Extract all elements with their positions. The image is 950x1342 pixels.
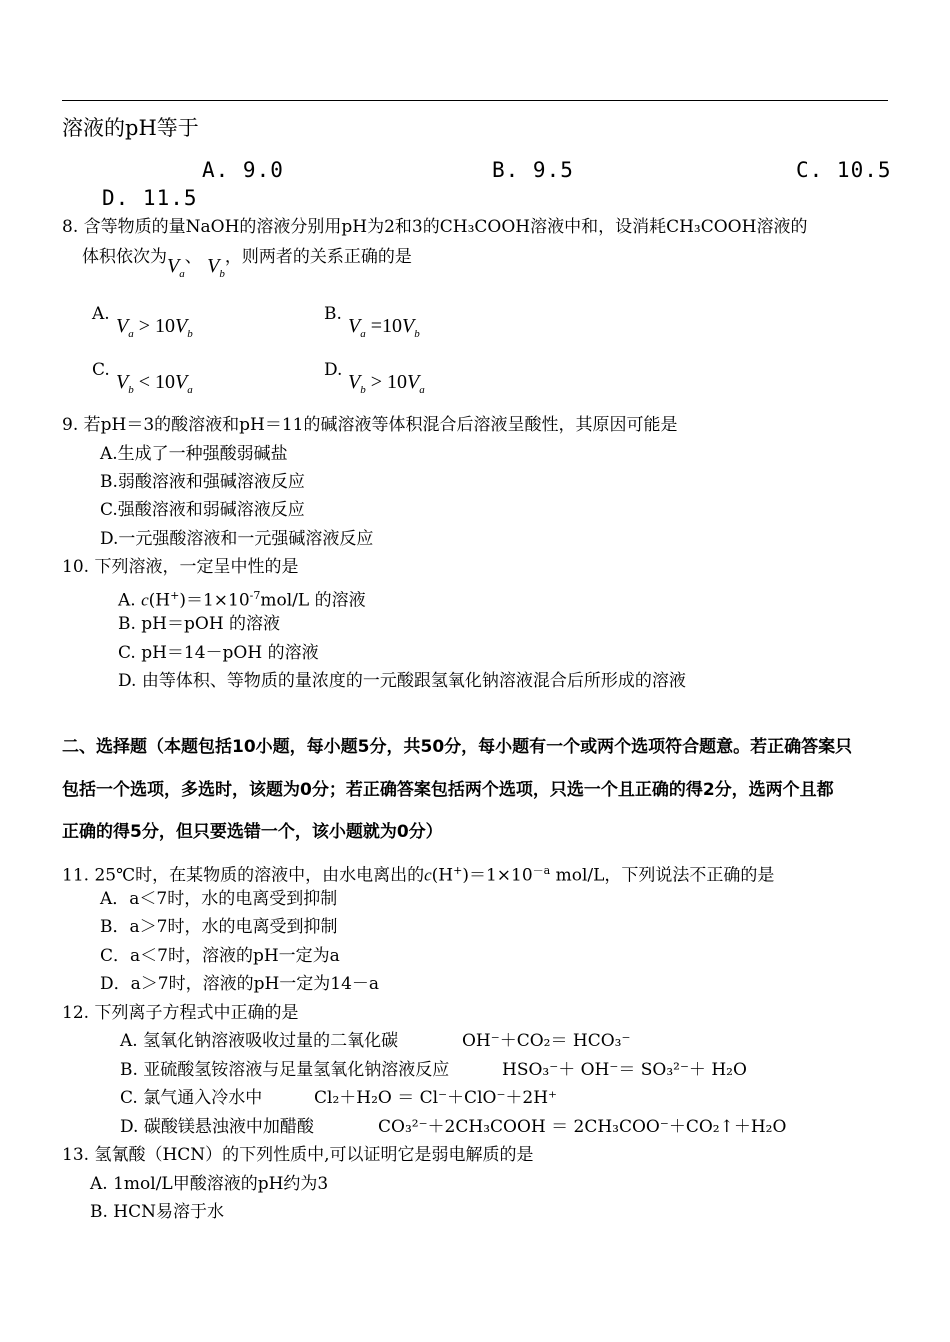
q8-c-op: < 10 bbox=[133, 371, 175, 393]
q10-a-label: A. bbox=[118, 590, 142, 611]
q8-c-rhs-sub: a bbox=[187, 384, 193, 396]
q10-option-d: D. 由等体积、等物质的量浓度的一元酸跟氢氧化钠溶液混合后所形成的溶液 bbox=[118, 671, 686, 691]
q8-c-lhs: V bbox=[116, 371, 129, 393]
q8-a-rhs: V bbox=[175, 315, 188, 337]
q8-separator: 、 bbox=[184, 247, 202, 267]
q13-option-b: B. HCN易溶于水 bbox=[90, 1202, 225, 1222]
q11-stem bbox=[62, 859, 774, 888]
q8-option-a-formula bbox=[116, 314, 193, 346]
q11-option-c: C．a＜7时，溶液的pH一定为a bbox=[100, 946, 340, 966]
q8-a-op: > 10 bbox=[133, 315, 175, 337]
q10-a-tail: mol/L 的溶液 bbox=[260, 590, 366, 611]
q12-option-c-text: C. 氯气通入冷水中 bbox=[120, 1088, 263, 1108]
q8-var-va: V bbox=[167, 255, 180, 277]
q12-option-a-text: A. 氢氧化钠溶液吸收过量的二氧化碳 bbox=[120, 1031, 399, 1051]
q11-h: (H bbox=[431, 865, 454, 886]
q8-b-rhs-sub: b bbox=[414, 328, 420, 340]
q11-mid: )＝1×10 bbox=[462, 865, 533, 886]
q12-option-a-equation: OH⁻＋CO₂＝ HCO₃⁻ bbox=[462, 1031, 631, 1051]
q7-option-c: C. 10.5 bbox=[796, 158, 892, 182]
header-rule bbox=[62, 100, 888, 101]
q10-option-b: B. pH＝pOH 的溶液 bbox=[118, 614, 281, 634]
q8-stem-line1: 8. 含等物质的量NaOH的溶液分别用pH为2和3的CH₃COOH溶液中和，设消耗CH₃COOH溶液的 bbox=[62, 217, 808, 237]
q9-option-d: D.一元强酸溶液和一元强碱溶液反应 bbox=[100, 529, 374, 549]
q7-option-a: A. 9.0 bbox=[202, 158, 284, 182]
q12-option-d-equation: CO₃²⁻＋2CH₃COOH ＝ 2CH₃COO⁻＋CO₂↑＋H₂O bbox=[378, 1117, 787, 1137]
q8-c-rhs: V bbox=[175, 371, 188, 393]
q8-b-rhs: V bbox=[402, 315, 415, 337]
q8-var-vb: V bbox=[207, 255, 220, 277]
q8-var-vb-sub: b bbox=[219, 268, 225, 280]
q11-c: c bbox=[424, 865, 432, 885]
q8-b-lhs: V bbox=[348, 315, 361, 337]
q9-option-c: C.强酸溶液和弱碱溶液反应 bbox=[100, 500, 305, 520]
q10-option-a bbox=[118, 584, 366, 613]
q11-exp: －a bbox=[532, 864, 551, 877]
q8-var-va-sub: a bbox=[179, 268, 185, 280]
q11-h-sup: + bbox=[453, 864, 463, 877]
q9-stem: 9. 若pH＝3的酸溶液和pH＝11的碱溶液等体积混合后溶液呈酸性，其原因可能是 bbox=[62, 415, 678, 435]
q8-a-lhs: V bbox=[116, 315, 129, 337]
section2-instructions-line1: 二、选择题（本题包括10小题，每小题5分，共50分，每小题有一个或两个选项符合题意。若正确答案只 bbox=[62, 737, 853, 757]
q8-d-lhs: V bbox=[348, 371, 361, 393]
q8-option-b-formula bbox=[348, 314, 420, 346]
q13-stem: 13. 氢氰酸（HCN）的下列性质中,可以证明它是弱电解质的是 bbox=[62, 1145, 534, 1165]
q8-c-lhs-sub: b bbox=[128, 384, 134, 396]
q8-option-c-formula bbox=[116, 370, 193, 402]
q8-b-op: =10 bbox=[365, 315, 402, 337]
q8-stem-line2 bbox=[82, 244, 412, 280]
q8-option-c-label: C. bbox=[92, 360, 110, 380]
q8-option-d-label: D. bbox=[324, 360, 343, 380]
q7-option-b: B. 9.5 bbox=[492, 158, 574, 182]
q10-a-exp: -7 bbox=[249, 589, 261, 602]
q8-d-op: > 10 bbox=[365, 371, 407, 393]
q10-a-h: (H bbox=[148, 590, 171, 611]
q7-stem-tail: 溶液的pH等于 bbox=[62, 116, 199, 140]
q8-a-lhs-sub: a bbox=[128, 328, 134, 340]
q9-option-b: B.弱酸溶液和强碱溶液反应 bbox=[100, 472, 305, 492]
q12-option-b-equation: HSO₃⁻＋ OH⁻＝ SO₃²⁻＋ H₂O bbox=[502, 1060, 747, 1080]
q8-d-rhs-sub: a bbox=[419, 384, 425, 396]
q11-option-a: A．a＜7时，水的电离受到抑制 bbox=[100, 889, 338, 909]
q10-option-c: C. pH＝14－pOH 的溶液 bbox=[118, 643, 319, 663]
q11-option-b: B．a＞7时，水的电离受到抑制 bbox=[100, 917, 338, 937]
q10-stem: 10. 下列溶液，一定呈中性的是 bbox=[62, 557, 299, 577]
section2-instructions-line3: 正确的得5分，但只要选错一个，该小题就为0分） bbox=[62, 822, 443, 842]
q8-stem-tail: ，则两者的关系正确的是 bbox=[224, 247, 412, 267]
q8-a-rhs-sub: b bbox=[187, 328, 193, 340]
q7-option-d: D. 11.5 bbox=[102, 186, 198, 210]
q8-option-b-label: B. bbox=[324, 304, 342, 324]
q8-b-lhs-sub: a bbox=[360, 328, 366, 340]
q12-stem: 12. 下列离子方程式中正确的是 bbox=[62, 1003, 299, 1023]
q11-option-d: D．a＞7时，溶液的pH一定为14－a bbox=[100, 974, 380, 994]
q8-d-rhs: V bbox=[407, 371, 420, 393]
q10-a-c: c bbox=[141, 590, 149, 610]
q11-stem-pre: 11. 25℃时，在某物质的溶液中，由水电离出的 bbox=[62, 865, 425, 886]
q12-option-b-text: B. 亚硫酸氢铵溶液与足量氢氧化钠溶液反应 bbox=[120, 1060, 450, 1080]
q8-stem-text: 体积依次为 bbox=[82, 247, 167, 267]
q13-option-a: A. 1mol/L甲酸溶液的pH约为3 bbox=[90, 1174, 329, 1194]
q8-d-lhs-sub: b bbox=[360, 384, 366, 396]
q12-option-c-equation: Cl₂＋H₂O ＝ Cl⁻＋ClO⁻＋2H⁺ bbox=[314, 1088, 558, 1108]
q11-stem-tail: mol/L，下列说法不正确的是 bbox=[550, 865, 775, 886]
q10-a-mid: )＝1×10 bbox=[179, 590, 250, 611]
q10-a-h-sup: + bbox=[170, 589, 180, 602]
section2-instructions-line2: 包括一个选项，多选时，该题为0分；若正确答案包括两个选项，只选一个且正确的得2分，选两个且都 bbox=[62, 780, 834, 800]
q8-option-a-label: A. bbox=[92, 304, 110, 324]
q8-option-d-formula bbox=[348, 370, 425, 402]
q9-option-a: A.生成了一种强酸弱碱盐 bbox=[100, 444, 288, 464]
q12-option-d-text: D. 碳酸镁悬浊液中加醋酸 bbox=[120, 1117, 314, 1137]
